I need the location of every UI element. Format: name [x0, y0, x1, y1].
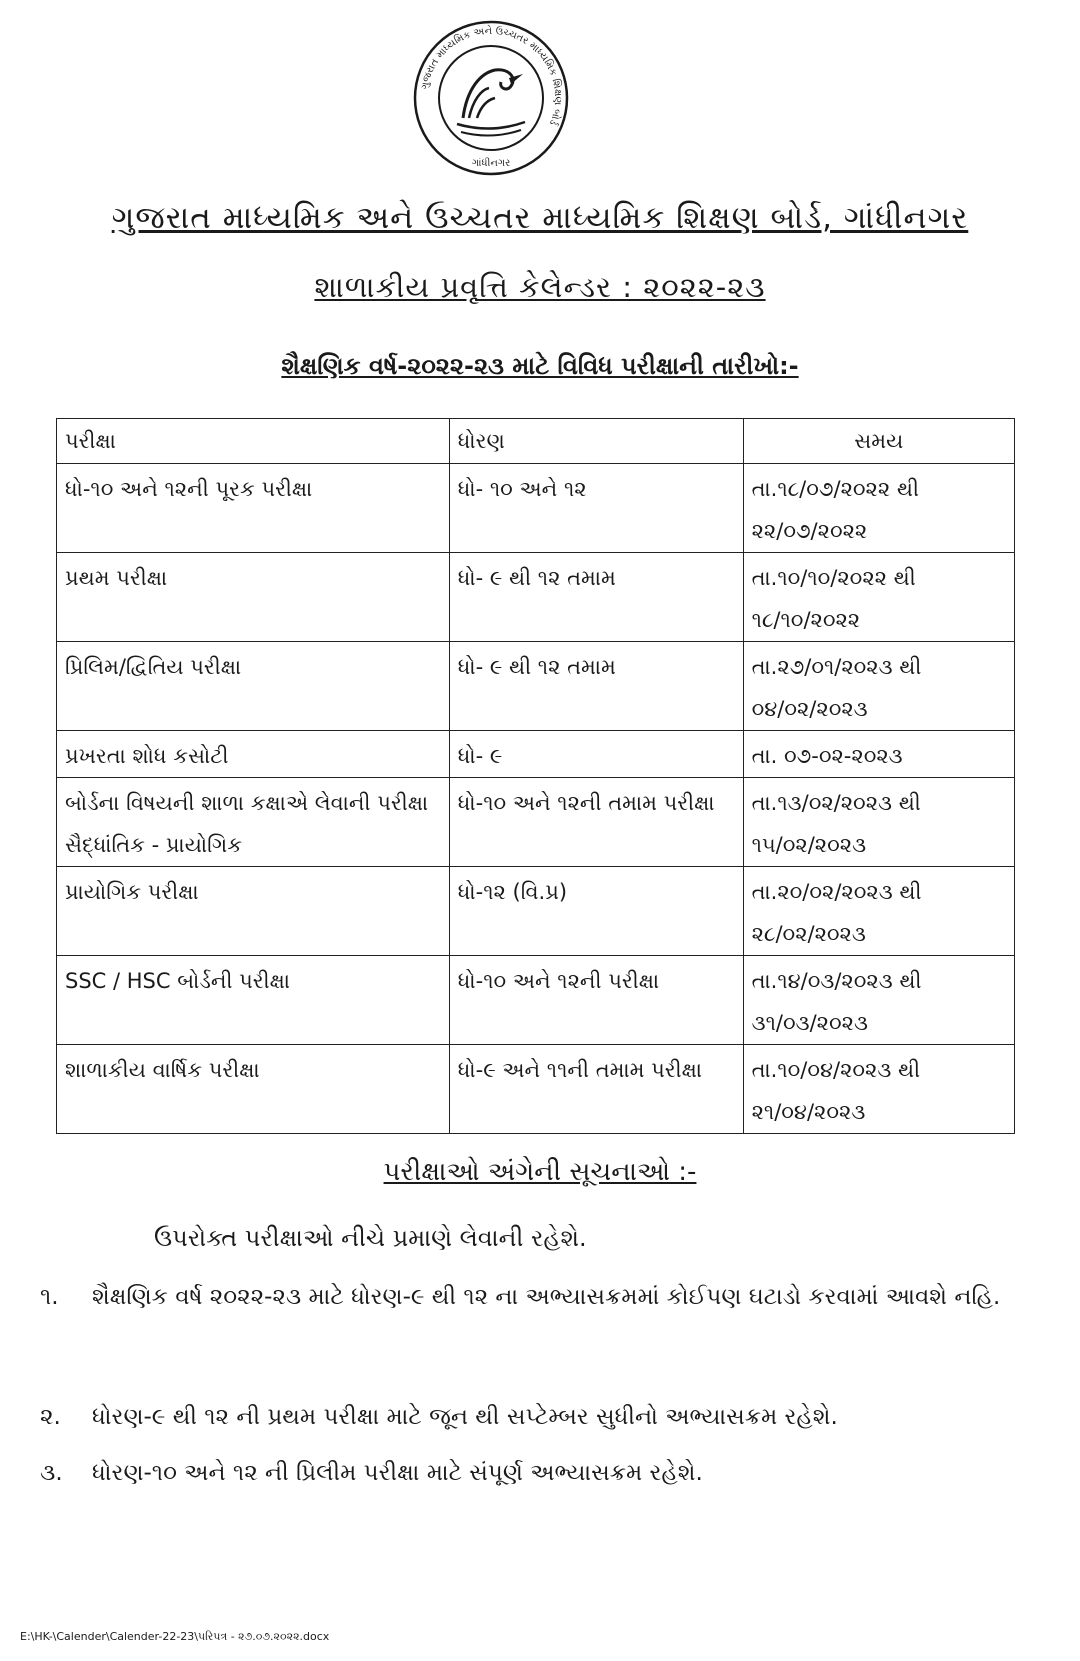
table-row [57, 553, 1015, 642]
exam-name-cell: SSC / HSC બોર્ડની પરીક્ષા [57, 956, 450, 1045]
notice-item [28, 1390, 1038, 1445]
table-row [57, 464, 1015, 553]
notice-text: ધોરણ-૯ થી ૧૨ ની પ્રથમ પરીક્ષા માટે જૂન થી સપ્ટેમ્બર સુધીનો અભ્યાસક્રમ રહેશે. [92, 1404, 838, 1430]
notice-text: શૈક્ષણિક વર્ષ ૨૦૨૨-૨૩ માટે ધોરણ-૯ થી ૧૨ ના અભ્યાસક્રમમાં કોઈપણ ઘટાડો કરવામાં આવશે નહિ. [92, 1284, 1001, 1310]
notice-number: ૩. [40, 1460, 63, 1486]
time-cell [743, 956, 1014, 1045]
board-name-title: ગુજરાત માધ્યમિક અને ઉચ્ચતર માધ્યમિક શિક્ષણ બોર્ડ, ગાંધીનગર [111, 200, 969, 236]
time-end: ૦૪/૦૨/૨૦૨૩ [751, 697, 868, 721]
notice-item [28, 1446, 1038, 1501]
table-row [57, 956, 1015, 1045]
svg-text:ગાંધીનગર: ગાંધીનગર [471, 158, 511, 169]
time-start: તા.૨૦/૦૨/૨૦૨૩ થી [751, 880, 922, 904]
time-start: તા. ૦૭-૦૨-૨૦૨૩ [751, 744, 903, 768]
table-row [57, 642, 1015, 731]
notice-text: ધોરણ-૧૦ અને ૧૨ ની પ્રિલીમ પરીક્ષા માટે સંપૂર્ણ અભ્યાસક્રમ રહેશે. [92, 1460, 703, 1486]
notice-item [28, 1270, 1038, 1380]
standard-cell: ધો- ૯ થી ૧૨ તમામ [449, 553, 743, 642]
standard-cell: ધો- ૯ થી ૧૨ તમામ [449, 642, 743, 731]
standard-cell: ધો-૯ અને ૧૧ની તમામ પરીક્ષા [449, 1045, 743, 1134]
time-end: ૩૧/૦૩/૨૦૨૩ [751, 1011, 868, 1035]
exam-name-cell: પ્રાયોગિક પરીક્ષા [57, 867, 450, 956]
time-start: તા.૧૮/૦૭/૨૦૨૨ થી [751, 477, 919, 501]
time-cell [743, 553, 1014, 642]
notices-heading: પરીક્ષાઓ અંગેની સૂચનાઓ :- [383, 1157, 697, 1187]
table-row [57, 1045, 1015, 1134]
time-cell [743, 731, 1014, 778]
time-start: તા.૧૪/૦૩/૨૦૨૩ થી [751, 969, 922, 993]
time-start: તા.૧૩/૦૨/૨૦૨૩ થી [751, 791, 921, 815]
standard-cell: ધો-૧૦ અને ૧૨ની તમામ પરીક્ષા [449, 778, 743, 867]
column-header-exam: પરીક્ષા [57, 419, 450, 464]
svg-text:ગુજરાત માધ્યમિક અને ઉચ્ચતર માધ: ગુજરાત માધ્યમિક અને ઉચ્ચતર માધ્યમિક શિક્ષણ બોર્ડ [419, 25, 564, 127]
exam-name-cell: પ્રિલિમ/દ્વિતિય પરીક્ષા [57, 642, 450, 731]
time-end: ૨૮/૦૨/૨૦૨૩ [751, 922, 866, 946]
column-header-standard: ધોરણ [449, 419, 743, 464]
time-end: ૧૫/૦૨/૨૦૨૩ [751, 833, 867, 857]
exam-dates-subtitle: શૈક્ષણિક વર્ષ-૨૦૨૨-૨૩ માટે વિવિધ પરીક્ષાની તારીખો:- [281, 352, 799, 380]
exam-name-cell: શાળાકીય વાર્ષિક પરીક્ષા [57, 1045, 450, 1134]
standard-cell: ધો-૧૦ અને ૧૨ની પરીક્ષા [449, 956, 743, 1045]
time-end: ૨૨/૦૭/૨૦૨૨ [751, 519, 868, 543]
calendar-title: શાળાકીય પ્રવૃત્તિ કેલેન્ડર : ૨૦૨૨-૨૩ [314, 270, 766, 304]
table-header-row [57, 419, 1015, 464]
time-cell [743, 867, 1014, 956]
standard-cell: ધો- ૧૦ અને ૧૨ [449, 464, 743, 553]
time-end: ૧૮/૧૦/૨૦૨૨ [751, 608, 861, 632]
notice-number: ૨. [40, 1404, 61, 1430]
time-end: ૨૧/૦૪/૨૦૨૩ [751, 1100, 866, 1124]
exam-name-cell: પ્રખરતા શોધ કસોટી [57, 731, 450, 778]
time-start: તા.૨૭/૦૧/૨૦૨૩ થી [751, 655, 922, 679]
file-path-footer: E:\HK-\Calender\Calender-22-23\પરિપત્ર - ૨૭.૦૭.૨૦૨૨.docx [20, 1630, 330, 1643]
table-row [57, 778, 1015, 867]
time-cell [743, 642, 1014, 731]
board-seal-logo [411, 18, 571, 178]
notices-intro: ઉપરોક્ત પરીક્ષાઓ નીચે પ્રમાણે લેવાની રહેશે. [154, 1224, 587, 1252]
exam-schedule-table [56, 418, 1015, 1134]
standard-cell: ધો- ૯ [449, 731, 743, 778]
time-start: તા.૧૦/૧૦/૨૦૨૨ થી [751, 566, 916, 590]
exam-name-cell: ધો-૧૦ અને ૧૨ની પૂરક પરીક્ષા [57, 464, 450, 553]
time-cell [743, 464, 1014, 553]
exam-name-cell: બોર્ડના વિષયની શાળા કક્ષાએ લેવાની પરીક્ષા સૈદ્ધાંતિક - પ્રાયોગિક [57, 778, 450, 867]
standard-cell: ધો-૧૨ (વિ.પ્ર) [449, 867, 743, 956]
column-header-time: સમય [743, 419, 1014, 464]
table-row [57, 731, 1015, 778]
time-start: તા.૧૦/૦૪/૨૦૨૩ થી [751, 1058, 921, 1082]
time-cell [743, 778, 1014, 867]
exam-name-cell: પ્રથમ પરીક્ષા [57, 553, 450, 642]
time-cell [743, 1045, 1014, 1134]
notice-number: ૧. [40, 1284, 59, 1310]
table-row [57, 867, 1015, 956]
